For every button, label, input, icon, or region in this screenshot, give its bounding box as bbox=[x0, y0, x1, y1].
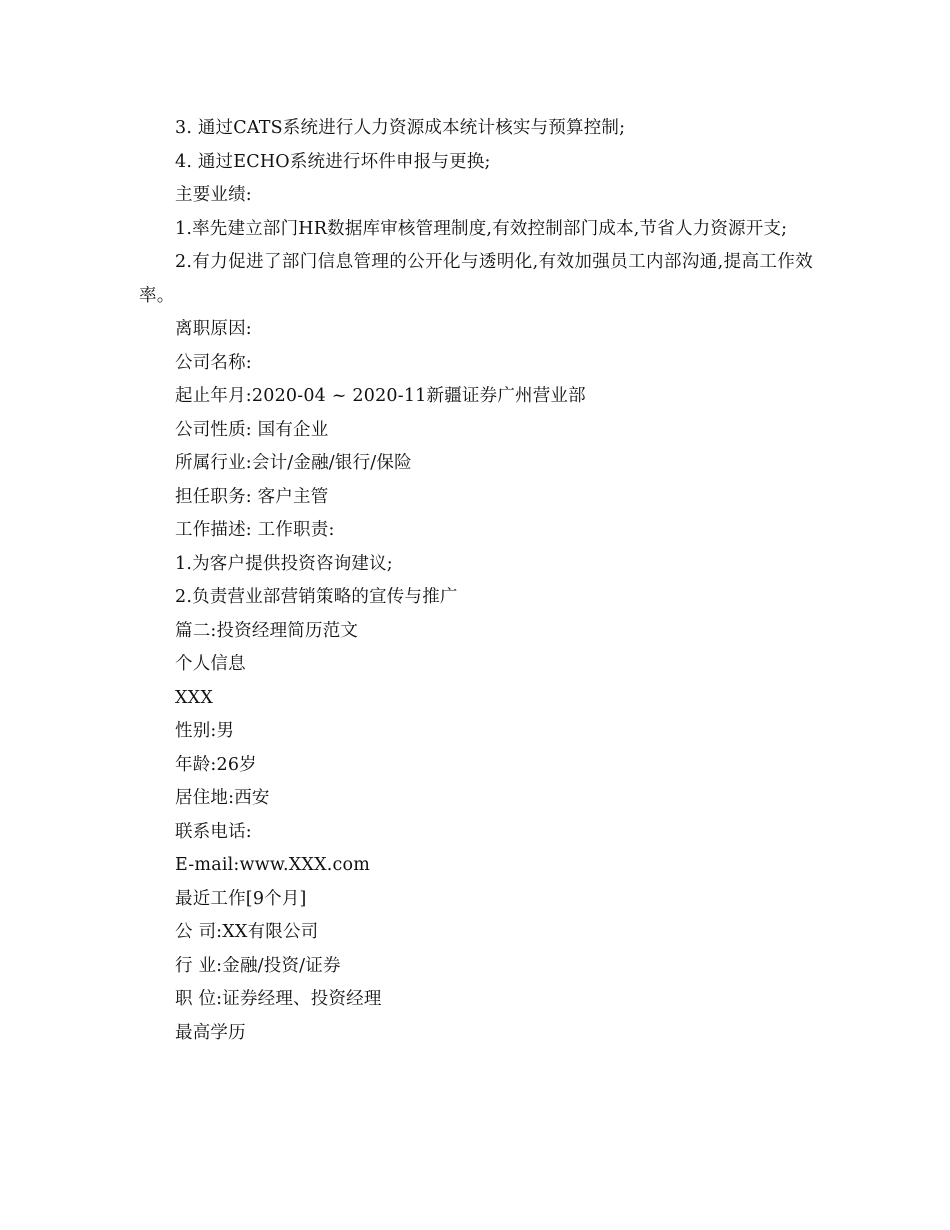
section-heading: 最高学历 bbox=[175, 1022, 246, 1043]
text-line: E-mail:www.XXX.com bbox=[175, 855, 371, 875]
text-line: 2.负责营业部营销策略的宣传与推广 bbox=[175, 587, 458, 607]
text-line: 居住地:西安 bbox=[175, 788, 270, 808]
text-line: 4. 通过ECHO系统进行坏件申报与更换; bbox=[175, 151, 491, 172]
text-line: 职 位:证券经理、投资经理 bbox=[175, 989, 382, 1009]
text-line: 3. 通过CATS系统进行人力资源成本统计核实与预算控制; bbox=[175, 118, 626, 138]
text-line: 担任职务: 客户主管 bbox=[175, 486, 329, 507]
text-line: 性别:男 bbox=[175, 721, 235, 741]
text-line: XXX bbox=[175, 687, 213, 708]
text-line: 离职原因: bbox=[175, 319, 252, 339]
document-body bbox=[139, 112, 813, 1050]
text-line: 行 业:金融/投资/证券 bbox=[175, 955, 341, 976]
section-heading: 主要业绩: bbox=[175, 185, 252, 205]
text-line: 工作描述: 工作职责: bbox=[175, 520, 335, 540]
text-line: 所属行业:会计/金融/银行/保险 bbox=[175, 453, 412, 473]
section-heading: 最近工作[9个月] bbox=[175, 888, 307, 909]
text-line: 1.为客户提供投资咨询建议; bbox=[175, 553, 393, 574]
text-paragraph: 1.率先建立部门HR数据库审核管理制度,有效控制部门成本,节省人力资源开支; bbox=[175, 218, 788, 239]
text-line: 起止年月:2020-04 ~ 2020-11新疆证券广州营业部 bbox=[175, 386, 586, 406]
text-line: 年龄:26岁 bbox=[175, 754, 257, 775]
section-heading: 个人信息 bbox=[175, 654, 246, 674]
text-paragraph: 2.有力促进了部门信息管理的公开化与透明化,有效加强员工内部沟通,提高工作效率。 bbox=[139, 252, 813, 306]
text-line: 公 司:XX有限公司 bbox=[175, 922, 319, 942]
text-line: 联系电话: bbox=[175, 821, 252, 842]
text-line: 公司性质: 国有企业 bbox=[175, 419, 329, 440]
text-line: 公司名称: bbox=[175, 352, 252, 373]
section-heading: 篇二:投资经理简历范文 bbox=[175, 620, 359, 641]
